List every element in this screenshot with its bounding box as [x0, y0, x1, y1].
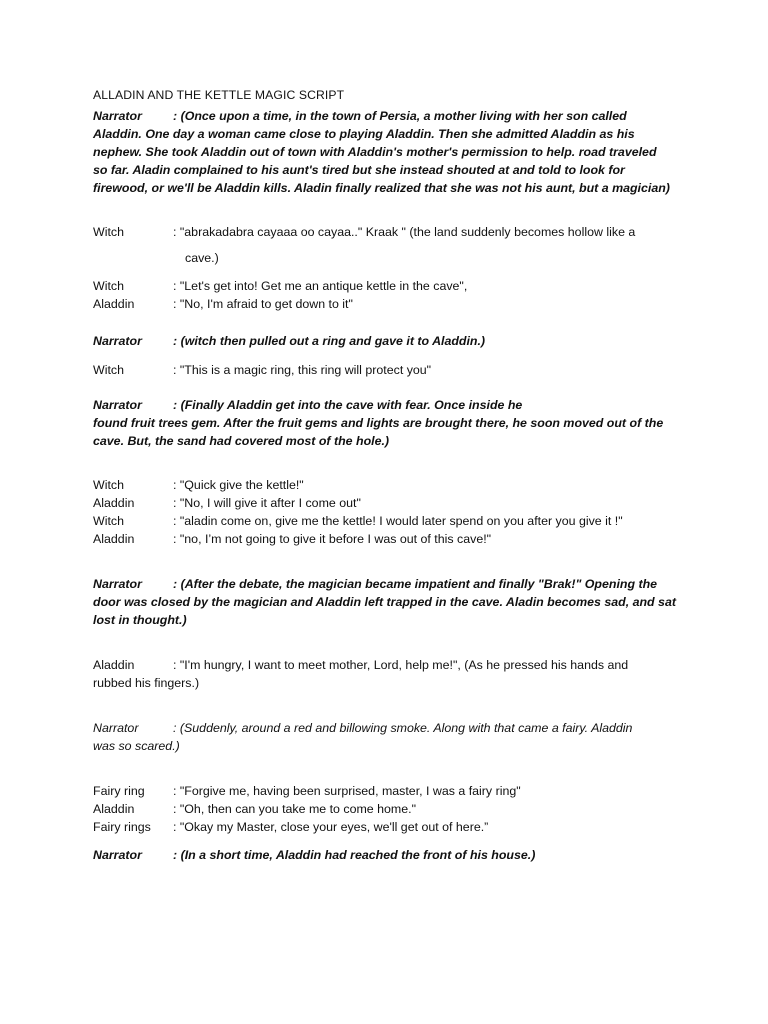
line-text: (Suddenly, around a red and billowing smoke. Along with that came a fairy. Aladdin: [179, 721, 633, 735]
script-line: [93, 414, 693, 432]
script-line: [93, 575, 693, 593]
line-text: (Once upon a time, in the town of Persia, a mother living with her son called: [180, 109, 627, 123]
line-separator: :: [173, 225, 180, 239]
line-separator: :: [173, 577, 181, 591]
speaker-label: Narrator: [93, 334, 142, 348]
line-separator: :: [173, 297, 180, 311]
line-text: "Let's get into! Get me an antique kettle in the cave",: [179, 279, 468, 293]
line-text: "Quick give the kettle!": [179, 478, 304, 492]
speaker-label: Narrator: [93, 721, 139, 735]
line-text: firewood, or we'll be Aladdin kills. Aladin finally realized that she was not his aunt, but a magician): [93, 181, 670, 195]
script-line: [93, 719, 693, 737]
line-text: "aladin come on, give me the kettle! I would later spend on you after you give it !": [179, 514, 623, 528]
speaker-label: Witch: [93, 514, 124, 528]
speaker-label: Witch: [93, 279, 124, 293]
script-line: [93, 782, 693, 800]
speaker-label: Narrator: [93, 577, 142, 591]
line-text: (In a short time, Aladdin had reached the front of his house.): [180, 848, 536, 862]
line-text: lost in thought.): [93, 613, 187, 627]
line-text: "Okay my Master, close your eyes, we'll get out of here.”: [179, 820, 489, 834]
line-text: "No, I'm afraid to get down to it": [179, 297, 353, 311]
line-separator: :: [173, 514, 180, 528]
line-text: "I'm hungry, I want to meet mother, Lord, help me!", (As he pressed his hands and: [179, 658, 629, 672]
speaker-label: Fairy rings: [93, 820, 151, 834]
script-line: [93, 800, 693, 818]
script-line: [93, 611, 693, 629]
line-separator: :: [173, 363, 180, 377]
speaker-label: Witch: [93, 363, 124, 377]
speaker-label: Aladdin: [93, 802, 135, 816]
line-text: Aladdin. One day a woman came close to playing Aladdin. Then she admitted Aladdin as his: [93, 127, 635, 141]
speaker-label: Aladdin: [93, 532, 135, 546]
line-separator: :: [173, 658, 180, 672]
speaker-label: Aladdin: [93, 496, 135, 510]
script-line: [93, 396, 693, 414]
speaker-label: Narrator: [93, 109, 142, 123]
script-line: [93, 530, 693, 548]
script-line: [93, 818, 693, 836]
speaker-label: Witch: [93, 478, 124, 492]
line-text: "Forgive me, having been surprised, master, I was a fairy ring": [179, 784, 521, 798]
script-line: [93, 277, 693, 295]
line-text: so far. Aladin complained to his aunt's tired but she instead shouted at and told to look for: [93, 163, 625, 177]
script-line: [93, 179, 693, 197]
script-line: [93, 494, 693, 512]
line-text: (After the debate, the magician became impatient and finally "Brak!" Opening the: [180, 577, 658, 591]
line-text: rubbed his fingers.): [93, 676, 200, 690]
line-text: "Oh, then can you take me to come home.": [179, 802, 416, 816]
script-line: [93, 512, 693, 530]
line-text: door was closed by the magician and Aladdin left trapped in the cave. Aladin becomes sad, and sat: [93, 595, 676, 609]
script-line: [93, 107, 693, 125]
speaker-label: Witch: [93, 225, 124, 239]
line-separator: :: [173, 109, 181, 123]
page-title: ALLADIN AND THE KETTLE MAGIC SCRIPT: [93, 88, 345, 102]
script-line: [93, 249, 693, 267]
script-line: [93, 143, 693, 161]
script-page: [93, 86, 693, 864]
line-separator: :: [173, 721, 180, 735]
script-line: [93, 332, 693, 350]
speaker-label: Fairy ring: [93, 784, 145, 798]
line-text: "No, I will give it after I come out": [179, 496, 361, 510]
line-separator: :: [173, 820, 180, 834]
speaker-label: Narrator: [93, 398, 142, 412]
line-text: "This is a magic ring, this ring will protect you": [179, 363, 432, 377]
line-separator: :: [173, 848, 181, 862]
speaker-label: Aladdin: [93, 297, 135, 311]
line-separator: :: [173, 279, 180, 293]
script-line: [93, 295, 693, 313]
script-line: [93, 161, 693, 179]
script-line: [93, 593, 693, 611]
line-text: (witch then pulled out a ring and gave it to Aladdin.): [180, 334, 486, 348]
script-line: [93, 361, 693, 379]
line-separator: :: [173, 398, 181, 412]
line-separator: :: [173, 802, 180, 816]
line-separator: :: [173, 334, 181, 348]
script-line: [93, 223, 693, 241]
line-separator: :: [173, 496, 180, 510]
script-line: [93, 125, 693, 143]
script-line: [93, 476, 693, 494]
line-separator: :: [173, 478, 180, 492]
line-text: found fruit trees gem. After the fruit gems and lights are brought there, he soon moved out of the: [93, 416, 664, 430]
line-text: "abrakadabra cayaaa oo cayaa.." Kraak " (the land suddenly becomes hollow like a: [179, 225, 636, 239]
script-line: [93, 846, 693, 864]
line-separator: :: [173, 784, 180, 798]
line-text: was so scared.): [93, 739, 180, 753]
script-line: [93, 656, 693, 674]
line-text: cave.): [185, 251, 219, 265]
line-separator: :: [173, 532, 180, 546]
script-line: [93, 737, 693, 755]
script-line: [93, 432, 693, 450]
line-text: "no, I’m not going to give it before I was out of this cave!": [179, 532, 492, 546]
speaker-label: Aladdin: [93, 658, 135, 672]
line-text: cave. But, the sand had covered most of the hole.): [93, 434, 390, 448]
speaker-label: Narrator: [93, 848, 142, 862]
line-text: nephew. She took Aladdin out of town with Aladdin's mother's permission to help. road traveled: [93, 145, 657, 159]
line-text: (Finally Aladdin get into the cave with fear. Once inside he: [180, 398, 523, 412]
script-line: [93, 674, 693, 692]
